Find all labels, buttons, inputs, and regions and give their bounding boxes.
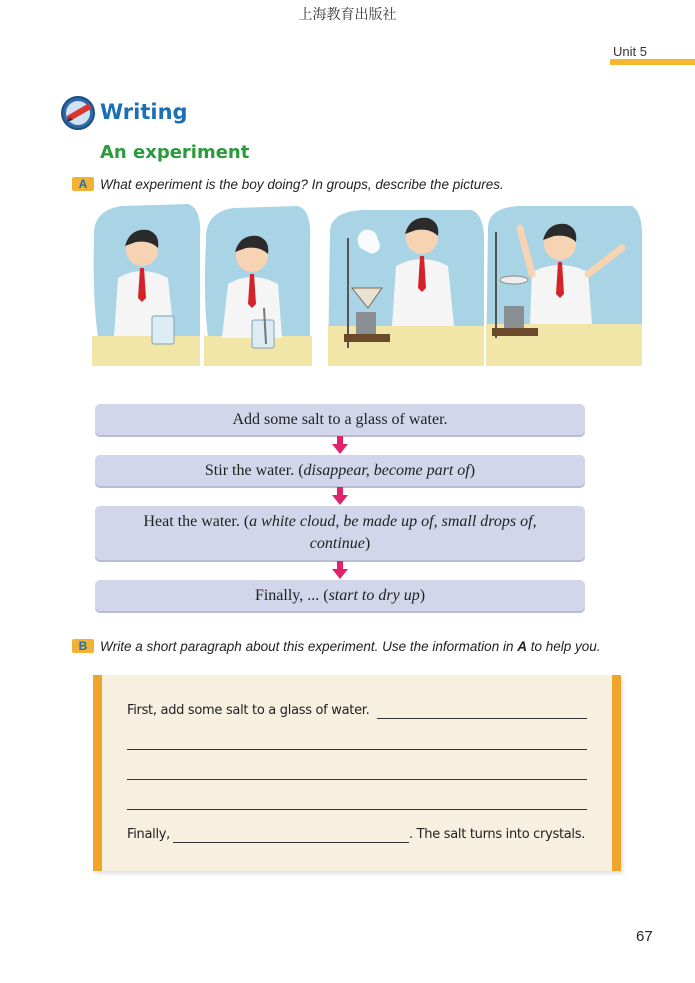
writing-paper: [93, 675, 621, 871]
part-b-badge: B: [72, 639, 94, 653]
paper-ending-text: . The salt turns into crystals.: [409, 827, 586, 842]
section-subtitle: An experiment: [100, 142, 250, 163]
part-b-instruction-bold: A: [517, 639, 527, 654]
picture-boy-stirring: [204, 206, 312, 366]
answer-line-5[interactable]: [173, 842, 409, 843]
step-4-hint: start to dry up: [328, 586, 420, 604]
step-2-close: ): [469, 461, 476, 479]
paper-left-edge: [93, 675, 102, 871]
publisher-header: 上海教育出版社: [298, 7, 397, 23]
step-2-hint: disappear, become part of: [303, 461, 470, 479]
experiment-illustrations: [92, 198, 642, 382]
step-2-text: Stir the water. (: [204, 461, 304, 479]
part-b-instruction-pre: Write a short paragraph about this experiment. Use the information in: [100, 639, 518, 654]
answer-line-3[interactable]: [127, 779, 587, 780]
step-box-2: [95, 455, 585, 486]
step-box-1: [95, 404, 585, 435]
part-b-instruction-row: [72, 639, 601, 654]
step-4-text: Finally, ... (: [254, 586, 329, 604]
answer-line-1[interactable]: [377, 718, 587, 719]
picture-boy-adding-salt: [92, 204, 200, 366]
part-a-instruction-row: [72, 177, 504, 192]
paper-right-edge: [612, 675, 621, 871]
section-title: Writing: [100, 100, 188, 124]
answer-line-2[interactable]: [127, 749, 587, 750]
paper-finally-text: Finally,: [127, 827, 170, 842]
arrow-down-icon: [332, 487, 348, 507]
step-3-close: ): [364, 535, 371, 552]
unit-underline-bar: [610, 59, 695, 65]
step-1-text: Add some salt to a glass of water.: [232, 410, 448, 428]
part-a-instruction: What experiment is the boy doing? In groups, describe the pictures.: [100, 177, 504, 192]
step-box-3: [95, 506, 585, 560]
paper-first-line-text: First, add some salt to a glass of water.: [127, 703, 370, 718]
picture-boy-heating: [328, 210, 484, 366]
writing-pen-icon: [60, 95, 96, 131]
part-b-instruction-post: to help you.: [526, 639, 601, 654]
unit-label: Unit 5: [613, 44, 647, 59]
arrow-down-icon: [332, 561, 348, 581]
step-4-close: ): [419, 586, 426, 604]
page-number: 67: [636, 928, 653, 945]
picture-boy-crystals: [486, 206, 642, 366]
answer-line-4[interactable]: [127, 809, 587, 810]
step-3-hint: a white cloud, be made up of, small drops of, continue: [249, 513, 537, 552]
step-box-4: [95, 580, 585, 611]
step-3-text: Heat the water. (: [143, 513, 250, 530]
part-a-badge: A: [72, 177, 94, 191]
arrow-down-icon: [332, 436, 348, 456]
